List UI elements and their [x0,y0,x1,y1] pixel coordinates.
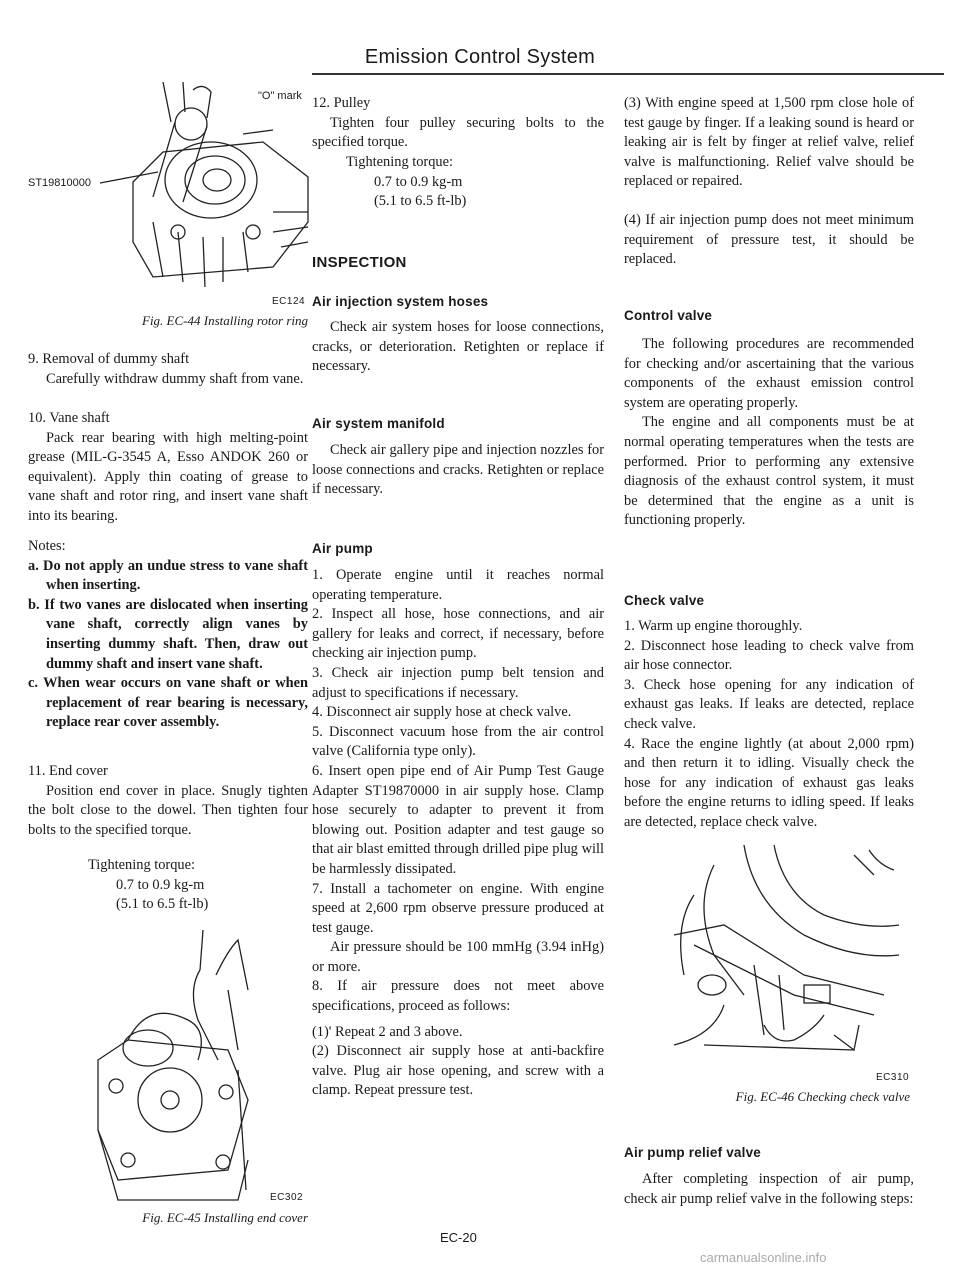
notes-title: Notes: [28,538,66,554]
torque-label: Tightening torque: [346,154,454,170]
list-item: 3. Check hose opening for any indication of exhaust gas leaks. If leaks are detected, replace check valve. [624,676,914,732]
figure-code: EC310 [876,1072,910,1083]
page-header: Emission Control System [364,46,596,68]
step-9 [28,350,308,389]
page-number: EC-20 [440,1230,477,1245]
step-11 [28,762,308,840]
torque-metric: 0.7 to 0.9 kg-m [374,173,463,190]
figure-code: EC124 [272,296,306,307]
step-body: Pack rear bearing with high melting-point grease (MIL-G-3545 A, Esso ANDOK 260 or equivalent). Apply thin coating of grease to vane shaft and rotor ring, and insert vane shaft into its bearing. [28,429,308,524]
check-valve-steps [624,617,914,833]
torque-metric: 0.7 to 0.9 kg-m [116,876,205,893]
list-item: 7. Install a tachometer on engine. With engine speed at 2,600 rpm observe pressure produced at test gauge. [312,880,604,936]
torque-imperial: (5.1 to 6.5 ft-lb) [116,896,209,913]
list-item: 6. Insert open pipe end of Air Pump Test Gauge Adapter ST19870000 in air supply hose. Clamp hose securely to adapter to prevent it from blowing out. Position adapter and test gauge so that air blast emitted through drilled pipe plug will be harmlessly dissipated. [312,762,604,877]
step-title: 10. Vane shaft [28,410,110,426]
list-item: 4. Disconnect air supply hose at check valve. [312,704,572,721]
watermark: carmanualsonline.info [700,1250,827,1265]
header-rule [312,73,944,75]
note-c: c. When wear occurs on vane shaft or when replacement of rear bearing is necessary, replace rear cover assembly. [28,675,308,731]
paragraph: The following procedures are recommended for checking and/or ascertaining that the various components of the exhaust emission control system are operating properly. [624,336,914,411]
paragraph: The engine and all components must be at normal operating temperatures when the tests are performed. Prior to performing any extensive diagnosis of the exhaust control system, it must be determined that the engine as a unit is functioning properly. [624,414,914,529]
list-item: 5. Disconnect vacuum hose from the air control valve (California type only). [312,723,604,760]
sub-step-1: (1)' Repeat 2 and 3 above. [312,1023,463,1040]
step-12 [312,94,604,153]
list-item: 2. Disconnect hose leading to check valve from air hose connector. [624,637,914,674]
step-10 [28,409,308,527]
list-item: 2. Inspect all hose, hose connections, and air gallery for leaks and correct, if necessary, before checking air injection pump. [312,606,604,662]
step-body: Carefully withdraw dummy shaft from vane. [46,370,304,387]
sub-step-4: (4) If air injection pump does not meet minimum requirement of pressure test, it should be replaced. [624,212,914,268]
tool-leader-line [100,170,160,190]
step-body: Tighten four pulley securing bolts to the specified torque. [312,114,604,151]
list-item: 1. Operate engine until it reaches normal operating temperature. [312,567,604,603]
figure-code: EC302 [270,1192,304,1203]
figure-caption: Fig. EC-45 Installing end cover [142,1210,308,1225]
subheading-hoses: Air injection system hoses [312,294,489,309]
step-body: Position end cover in place. Snugly tighten the bolt close to the dowel. Then tighten four bolts to the specified torque. [28,782,308,838]
subheading-relief-valve: Air pump relief valve [624,1145,761,1160]
tool-number-label: ST19810000 [28,177,91,189]
note-b: b. If two vanes are dislocated when inserting vane shaft, correctly align vanes by inserting dummy shaft. Then, draw out dummy shaft and insert vane shaft. [28,596,308,672]
end-cover-illustration [88,930,278,1220]
control-valve-body [624,335,914,531]
torque-label: Tightening torque: [88,857,196,873]
torque-spec [346,153,586,212]
list-item: 8. If air pressure does not meet above specifications, proceed as follows: [312,978,604,1015]
subheading-manifold: Air system manifold [312,416,445,431]
check-valve-illustration [654,845,904,1065]
relief-valve-body: After completing inspection of air pump, check air pump relief valve in the following steps: [624,1171,914,1207]
step-title: 11. End cover [28,763,108,779]
torque-imperial: (5.1 to 6.5 ft-lb) [374,193,467,210]
list-item: 4. Race the engine lightly (at about 2,000 rpm) and then return it to idling. Visually check the hose for any indication of exhaust gas leaks before the engine returns to idling speed. If leaks are detected, replace check valve. [624,735,914,830]
torque-spec [88,856,308,915]
o-mark-label: "O" mark [258,90,302,102]
hoses-body: Check air system hoses for loose connections, cracks, or deterioration. Retighten or replace if necessary. [312,319,604,375]
list-item: 1. Warm up engine thoroughly. [624,618,803,634]
figure-caption: Fig. EC-46 Checking check valve [735,1089,910,1104]
figure-caption: Fig. EC-44 Installing rotor ring [142,313,308,328]
sub-step-3: (3) With engine speed at 1,500 rpm close hole of test gauge by finger. If a leaking sound is heard or leaking air is felt by finger at relief valve, relief valve is malfunctioning. Relief valve should be replaced or repaired. [624,95,914,190]
air-pump-steps [312,566,604,1101]
step-title: 9. Removal of dummy shaft [28,351,190,367]
notes-block [28,537,308,733]
subheading-check-valve: Check valve [624,593,705,608]
subheading-air-pump: Air pump [312,541,373,556]
step-title: 12. Pulley [312,95,371,111]
sub-step-2: (2) Disconnect air supply hose at anti-backfire valve. Plug air hose opening, and screw with a clamp. Repeat pressure test. [312,1043,604,1099]
pressure-spec: Air pressure should be 100 mmHg (3.94 inHg) or more. [312,939,604,975]
manifold-body: Check air gallery pipe and injection nozzles for loose connections and cracks. Retighten or replace if necessary. [312,442,604,498]
section-title-inspection: INSPECTION [312,254,407,271]
subheading-control-valve: Control valve [624,308,713,323]
list-item: 3. Check air injection pump belt tension and adjust to specifications if necessary. [312,664,604,701]
note-a: a. Do not apply an undue stress to vane shaft when inserting. [28,557,308,594]
